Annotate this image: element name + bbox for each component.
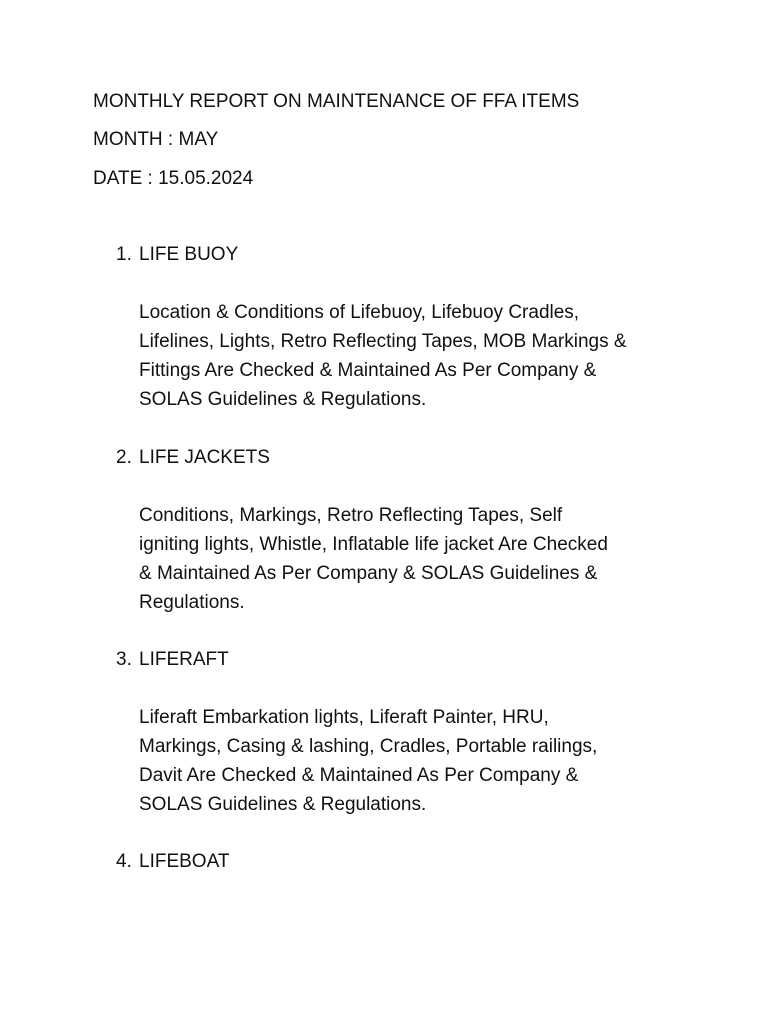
body-line: Lifelines, Lights, Retro Reflecting Tapes, MOB Markings &: [139, 331, 627, 352]
item-body-life-buoy: [139, 298, 699, 414]
report-date: DATE : 15.05.2024: [93, 168, 254, 189]
body-line: Location & Conditions of Lifebuoy, Lifebuoy Cradles,: [139, 302, 580, 323]
report-month: MONTH : MAY: [93, 129, 219, 150]
body-line: & Maintained As Per Company & SOLAS Guidelines &: [139, 563, 598, 584]
body-line: SOLAS Guidelines & Regulations.: [139, 389, 427, 410]
item-title-text: LIFERAFT: [139, 649, 229, 670]
item-title-life-buoy: [116, 243, 238, 267]
body-line: Conditions, Markings, Retro Reflecting Tapes, Self: [139, 505, 563, 526]
body-line: Liferaft Embarkation lights, Liferaft Painter, HRU,: [139, 707, 549, 728]
item-body-liferaft: [139, 703, 699, 819]
item-title-liferaft: [116, 648, 229, 672]
item-title-text: LIFE BUOY: [139, 244, 239, 265]
report-title: MONTHLY REPORT ON MAINTENANCE OF FFA ITEMS: [93, 91, 580, 112]
item-title-life-jackets: [116, 446, 270, 470]
item-number: 1.: [116, 244, 132, 265]
body-line: Davit Are Checked & Maintained As Per Company &: [139, 765, 579, 786]
body-line: Markings, Casing & lashing, Cradles, Portable railings,: [139, 736, 598, 757]
body-line: igniting lights, Whistle, Inflatable life jacket Are Checked: [139, 534, 608, 555]
item-title-text: LIFEBOAT: [139, 851, 230, 872]
item-number: 3.: [116, 649, 132, 670]
item-number: 4.: [116, 851, 132, 872]
body-line: SOLAS Guidelines & Regulations.: [139, 794, 427, 815]
item-title-text: LIFE JACKETS: [139, 447, 270, 468]
body-line: Regulations.: [139, 592, 245, 613]
item-body-life-jackets: [139, 501, 699, 617]
body-line: Fittings Are Checked & Maintained As Per Company &: [139, 360, 597, 381]
item-number: 2.: [116, 447, 132, 468]
item-title-lifeboat: [116, 850, 229, 874]
